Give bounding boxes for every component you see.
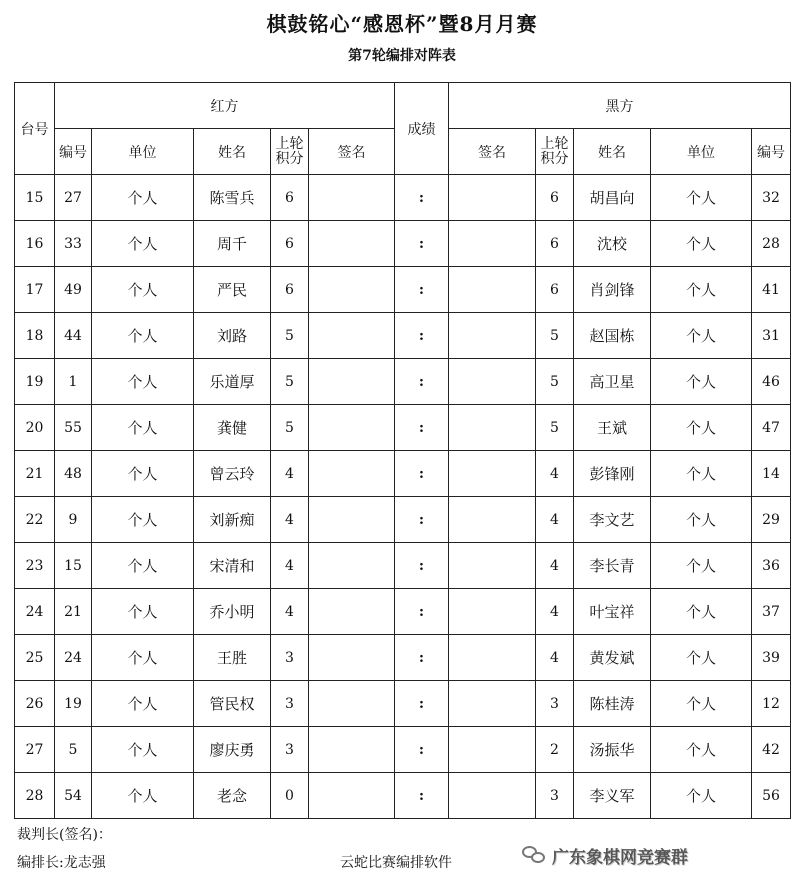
row-black-name: 彭锋刚 [574, 451, 651, 497]
row-black-prev-score: 3 [536, 681, 574, 727]
table-row [15, 359, 791, 405]
row-result: : [395, 635, 449, 681]
row-red-number: 49 [55, 267, 92, 313]
row-red-prev-score: 0 [271, 773, 309, 819]
row-black-number: 37 [752, 589, 791, 635]
chief-referee-label: 裁判长(签名)： [17, 827, 112, 843]
row-black-unit: 个人 [651, 727, 752, 773]
table-row [15, 589, 791, 635]
row-black-name: 李文艺 [574, 497, 651, 543]
pairing-rows [15, 175, 791, 819]
row-black-name: 高卫星 [574, 359, 651, 405]
row-result: : [395, 221, 449, 267]
header-black-signature: 签名 [449, 129, 536, 175]
row-black-name: 赵国栋 [574, 313, 651, 359]
arranger-label: 编排长:龙志强 [17, 855, 106, 871]
row-table-no: 24 [15, 589, 55, 635]
table-row [15, 543, 791, 589]
row-table-no: 19 [15, 359, 55, 405]
header-red-name: 姓名 [194, 129, 271, 175]
row-table-no: 27 [15, 727, 55, 773]
row-black-prev-score: 5 [536, 313, 574, 359]
row-black-prev-score: 4 [536, 451, 574, 497]
row-red-prev-score: 3 [271, 635, 309, 681]
row-red-unit: 个人 [92, 313, 194, 359]
row-red-signature [309, 221, 395, 267]
row-black-prev-score: 5 [536, 405, 574, 451]
header-red-signature: 签名 [309, 129, 395, 175]
row-red-prev-score: 3 [271, 727, 309, 773]
row-black-unit: 个人 [651, 175, 752, 221]
row-red-signature [309, 635, 395, 681]
row-black-number: 46 [752, 359, 791, 405]
row-black-number: 29 [752, 497, 791, 543]
row-black-signature [449, 451, 536, 497]
table-row [15, 727, 791, 773]
row-black-prev-score: 3 [536, 773, 574, 819]
row-red-name: 管民权 [194, 681, 271, 727]
row-red-unit: 个人 [92, 543, 194, 589]
row-black-signature [449, 773, 536, 819]
table-row [15, 497, 791, 543]
row-result: : [395, 267, 449, 313]
row-black-number: 32 [752, 175, 791, 221]
row-table-no: 22 [15, 497, 55, 543]
row-table-no: 16 [15, 221, 55, 267]
row-black-name: 汤振华 [574, 727, 651, 773]
row-red-signature [309, 175, 395, 221]
row-black-number: 47 [752, 405, 791, 451]
watermark-text: 广东象棋网竞赛群 [552, 847, 688, 868]
row-red-unit: 个人 [92, 405, 194, 451]
table-row [15, 681, 791, 727]
row-red-unit: 个人 [92, 497, 194, 543]
row-black-unit: 个人 [651, 221, 752, 267]
row-black-unit: 个人 [651, 497, 752, 543]
row-table-no: 18 [15, 313, 55, 359]
row-red-number: 55 [55, 405, 92, 451]
wechat-icon [522, 844, 546, 866]
row-red-name: 老念 [194, 773, 271, 819]
header-prev-score-line2: 积分 [275, 150, 304, 167]
row-red-number: 19 [55, 681, 92, 727]
row-red-number: 33 [55, 221, 92, 267]
row-black-number: 41 [752, 267, 791, 313]
row-red-name: 乐道厚 [194, 359, 271, 405]
row-red-signature [309, 589, 395, 635]
row-black-prev-score: 6 [536, 221, 574, 267]
row-red-prev-score: 5 [271, 313, 309, 359]
row-black-signature [449, 175, 536, 221]
row-red-prev-score: 4 [271, 451, 309, 497]
row-result: : [395, 681, 449, 727]
row-black-name: 叶宝祥 [574, 589, 651, 635]
row-black-number: 56 [752, 773, 791, 819]
row-red-signature [309, 451, 395, 497]
row-red-prev-score: 3 [271, 681, 309, 727]
row-red-signature [309, 313, 395, 359]
row-black-unit: 个人 [651, 543, 752, 589]
header-black-number: 编号 [752, 129, 791, 175]
row-red-number: 15 [55, 543, 92, 589]
row-result: : [395, 589, 449, 635]
page-title: 棋鼓铭心“感恩杯”暨8月月赛 [266, 12, 538, 36]
row-black-prev-score: 4 [536, 497, 574, 543]
row-black-name: 李长青 [574, 543, 651, 589]
row-red-unit: 个人 [92, 221, 194, 267]
row-black-number: 36 [752, 543, 791, 589]
header-prev-score-line1: 上轮 [540, 135, 569, 152]
row-black-name: 陈桂涛 [574, 681, 651, 727]
header-prev-score-line2: 积分 [540, 150, 569, 167]
row-red-number: 1 [55, 359, 92, 405]
row-red-name: 廖庆勇 [194, 727, 271, 773]
row-red-signature [309, 405, 395, 451]
row-black-signature [449, 543, 536, 589]
row-black-prev-score: 6 [536, 267, 574, 313]
row-black-name: 黄发斌 [574, 635, 651, 681]
table-row [15, 773, 791, 819]
row-table-no: 21 [15, 451, 55, 497]
row-red-name: 曾云玲 [194, 451, 271, 497]
row-black-signature [449, 681, 536, 727]
row-red-signature [309, 497, 395, 543]
software-label: 云蛇比赛编排软件 [340, 855, 452, 871]
table-row [15, 313, 791, 359]
row-black-prev-score: 6 [536, 175, 574, 221]
table-row [15, 635, 791, 681]
row-red-prev-score: 4 [271, 497, 309, 543]
row-red-name: 龚健 [194, 405, 271, 451]
row-result: : [395, 727, 449, 773]
row-red-number: 54 [55, 773, 92, 819]
row-red-signature [309, 359, 395, 405]
row-red-name: 乔小明 [194, 589, 271, 635]
row-black-unit: 个人 [651, 359, 752, 405]
row-black-signature [449, 359, 536, 405]
row-red-unit: 个人 [92, 175, 194, 221]
row-black-number: 31 [752, 313, 791, 359]
row-black-signature [449, 221, 536, 267]
row-red-number: 24 [55, 635, 92, 681]
header-table-no: 台号 [15, 83, 55, 175]
row-black-number: 28 [752, 221, 791, 267]
row-result: : [395, 359, 449, 405]
row-black-name: 肖剑锋 [574, 267, 651, 313]
row-black-number: 14 [752, 451, 791, 497]
row-red-signature [309, 773, 395, 819]
row-red-unit: 个人 [92, 359, 194, 405]
header-red-prev-score [271, 129, 309, 175]
header-black-side: 黑方 [449, 83, 791, 129]
row-red-number: 48 [55, 451, 92, 497]
row-black-prev-score: 2 [536, 727, 574, 773]
row-black-prev-score: 4 [536, 543, 574, 589]
header-result: 成绩 [395, 83, 449, 175]
row-black-name: 李义军 [574, 773, 651, 819]
row-black-unit: 个人 [651, 681, 752, 727]
row-red-name: 宋清和 [194, 543, 271, 589]
row-black-unit: 个人 [651, 451, 752, 497]
row-red-number: 27 [55, 175, 92, 221]
row-red-name: 刘新痴 [194, 497, 271, 543]
row-black-name: 胡昌向 [574, 175, 651, 221]
row-result: : [395, 405, 449, 451]
row-result: : [395, 543, 449, 589]
row-result: : [395, 451, 449, 497]
row-red-prev-score: 5 [271, 359, 309, 405]
row-result: : [395, 773, 449, 819]
row-black-signature [449, 497, 536, 543]
row-red-number: 9 [55, 497, 92, 543]
header-red-side: 红方 [55, 83, 395, 129]
row-red-unit: 个人 [92, 267, 194, 313]
table-row [15, 405, 791, 451]
row-red-name: 严民 [194, 267, 271, 313]
table-row [15, 175, 791, 221]
table-row [15, 221, 791, 267]
row-red-name: 陈雪兵 [194, 175, 271, 221]
header-black-name: 姓名 [574, 129, 651, 175]
row-red-signature [309, 267, 395, 313]
row-table-no: 28 [15, 773, 55, 819]
table-row [15, 451, 791, 497]
row-black-name: 沈校 [574, 221, 651, 267]
header-red-unit: 单位 [92, 129, 194, 175]
row-black-unit: 个人 [651, 589, 752, 635]
row-red-name: 刘路 [194, 313, 271, 359]
row-red-unit: 个人 [92, 773, 194, 819]
row-red-number: 44 [55, 313, 92, 359]
pairing-table [14, 82, 791, 819]
row-red-unit: 个人 [92, 451, 194, 497]
row-black-number: 42 [752, 727, 791, 773]
row-red-prev-score: 4 [271, 589, 309, 635]
row-red-name: 周千 [194, 221, 271, 267]
row-red-signature [309, 681, 395, 727]
row-red-signature [309, 727, 395, 773]
row-red-prev-score: 6 [271, 267, 309, 313]
row-black-unit: 个人 [651, 267, 752, 313]
row-red-prev-score: 6 [271, 175, 309, 221]
row-red-prev-score: 5 [271, 405, 309, 451]
row-black-unit: 个人 [651, 313, 752, 359]
row-black-signature [449, 313, 536, 359]
row-black-prev-score: 4 [536, 589, 574, 635]
row-red-prev-score: 6 [271, 221, 309, 267]
row-black-number: 12 [752, 681, 791, 727]
row-red-signature [309, 543, 395, 589]
row-table-no: 25 [15, 635, 55, 681]
row-black-signature [449, 267, 536, 313]
header-black-unit: 单位 [651, 129, 752, 175]
row-black-signature [449, 589, 536, 635]
row-red-number: 21 [55, 589, 92, 635]
row-black-name: 王斌 [574, 405, 651, 451]
row-table-no: 17 [15, 267, 55, 313]
row-red-name: 王胜 [194, 635, 271, 681]
header-black-prev-score [536, 129, 574, 175]
row-red-number: 5 [55, 727, 92, 773]
row-black-signature [449, 635, 536, 681]
row-table-no: 26 [15, 681, 55, 727]
row-result: : [395, 497, 449, 543]
row-black-prev-score: 4 [536, 635, 574, 681]
header-red-number: 编号 [55, 129, 92, 175]
row-result: : [395, 175, 449, 221]
row-black-unit: 个人 [651, 635, 752, 681]
watermark [522, 842, 688, 868]
row-table-no: 15 [15, 175, 55, 221]
row-black-unit: 个人 [651, 405, 752, 451]
row-black-signature [449, 405, 536, 451]
row-red-unit: 个人 [92, 635, 194, 681]
row-red-prev-score: 4 [271, 543, 309, 589]
row-black-signature [449, 727, 536, 773]
row-red-unit: 个人 [92, 589, 194, 635]
row-black-number: 39 [752, 635, 791, 681]
page-subtitle: 第7轮编排对阵表 [348, 48, 456, 64]
row-black-prev-score: 5 [536, 359, 574, 405]
row-result: : [395, 313, 449, 359]
row-table-no: 23 [15, 543, 55, 589]
row-black-unit: 个人 [651, 773, 752, 819]
row-red-unit: 个人 [92, 727, 194, 773]
row-red-unit: 个人 [92, 681, 194, 727]
header-prev-score-line1: 上轮 [275, 135, 304, 152]
table-row [15, 267, 791, 313]
row-table-no: 20 [15, 405, 55, 451]
